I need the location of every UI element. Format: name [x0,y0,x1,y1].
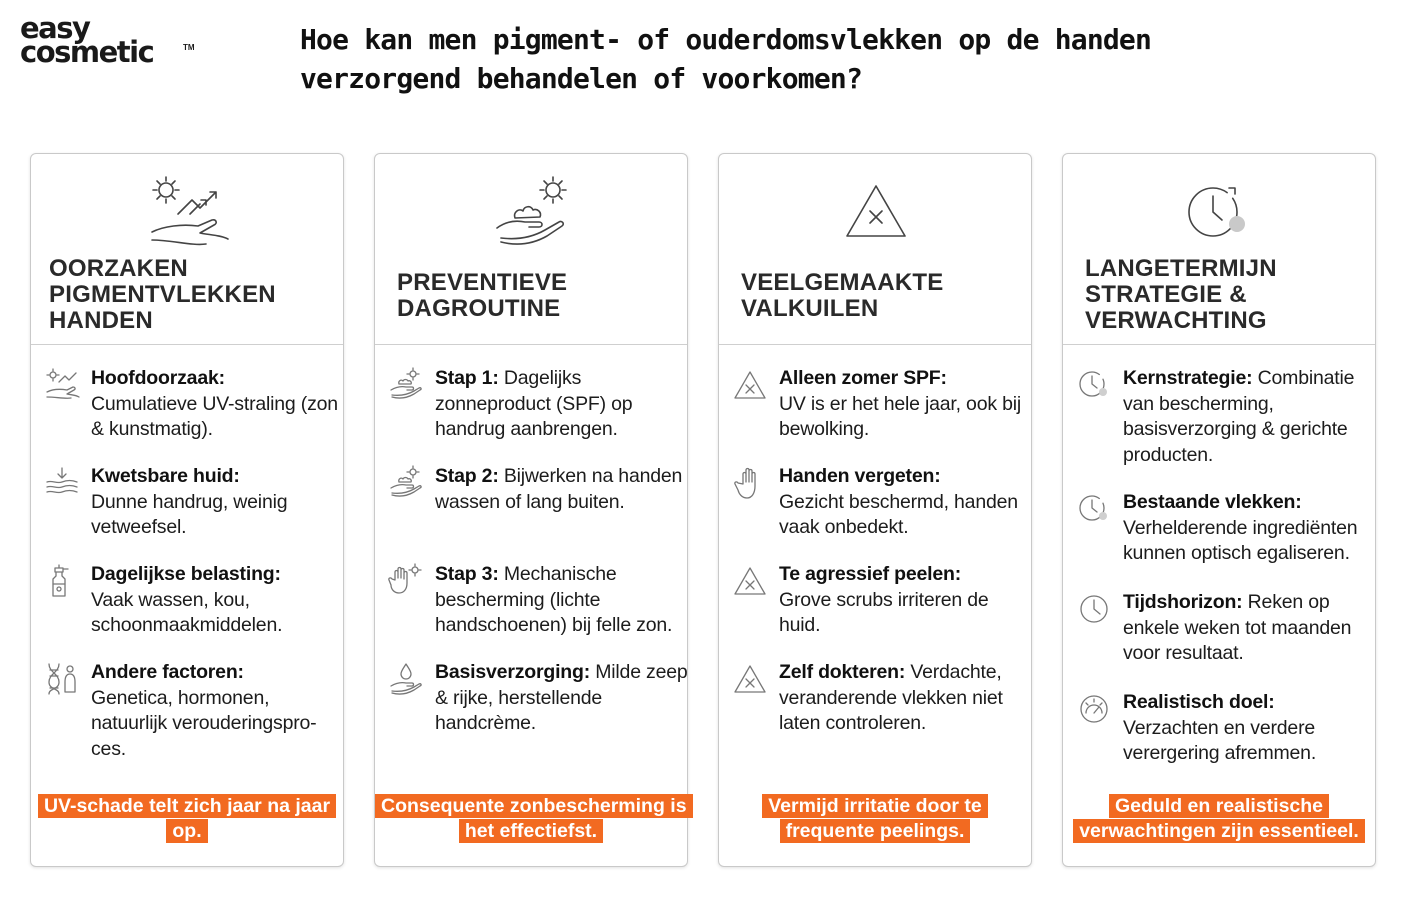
card-strategy [1062,153,1376,867]
divider [375,344,687,345]
warning-x-icon [733,662,767,696]
column-heading: OORZAKEN PIGMENTVLEKKEN HANDEN [49,255,276,334]
item-label: Handen vergeten: [779,465,941,487]
hand-icon [733,466,767,500]
cream-hand-icon [389,368,423,402]
item-text: Gezicht beschermd, handen vaak onbedekt. [779,490,1018,538]
gauge-icon [1077,692,1111,726]
item-text: Grove scrubs irriteren de huid. [779,588,989,636]
card-causes [30,153,344,867]
item-text: Bijwerken na handen wassen of lang buiten. [435,465,683,513]
soap-bottle-icon [45,564,79,598]
warning-x-icon [733,564,767,598]
item-text: Dagelijks zonneproduct (SPF) op handrug aanbrengen. [435,367,633,440]
divider [1063,344,1375,345]
glove-sun-icon [389,564,423,598]
item-text: Reken op enkele weken tot maanden voor resultaat. [1123,591,1352,664]
callout-text: Consequente zonbescherming is het effectiefst. [375,794,693,843]
callout [719,794,1031,844]
card-routine [374,153,688,867]
callout-text: Vermijd irritatie door te frequente peelings. [762,794,987,843]
logo-line-1: easy [20,11,90,45]
item-text: Genetica, hormonen, natuurlijk verouderingspro-ces. [91,686,317,760]
clock-icon [1077,592,1111,626]
drop-hand-icon [389,662,423,696]
item-label: Basisverzorging: [435,661,591,683]
item-label: Andere factoren: [91,661,244,683]
skin-layers-icon [45,466,79,500]
item-text: Vaak wassen, kou, schoonmaakmiddelen. [91,588,283,636]
warning-x-icon [843,182,909,242]
item-label: Realistisch doel: [1123,691,1275,713]
item-label: Stap 3: [435,563,499,585]
clock-spot-icon [1183,180,1253,246]
dna-person-icon [45,662,79,696]
item-text: Mechanische bescherming (lichte handschoenen) bij felle zon. [435,563,673,636]
brand-logo [20,11,195,70]
divider [31,344,343,345]
item-text: Verdachte, veranderende vlekken niet laten controleren. [779,661,1003,734]
item-label: Bestaande vlekken: [1123,491,1302,513]
page-title: Hoe kan men pigment- of ouderdomsvlekken op de handen verzorgend behandelen of voorkomen? [300,23,1152,95]
item-text: Verhelderende ingrediënten kunnen optisch egaliseren. [1123,516,1358,564]
item-text: Dunne handrug, weinig vetweefsel. [91,490,288,538]
logo-line-2: cosmetic [20,35,154,69]
clock-spot-icon [1077,368,1111,402]
item-label: Stap 1: [435,367,499,389]
callout-text: Geduld en realistische verwachtingen zijn essentieel. [1073,794,1365,843]
item-label: Tijdshorizon: [1123,591,1243,613]
column-heading: VEELGEMAAKTE VALKUILEN [741,269,944,322]
item-label: Alleen zomer SPF: [779,367,947,389]
clock-spot-icon [1077,492,1111,526]
logo-trademark: TM [183,43,195,52]
item-label: Kwetsbare huid: [91,465,240,487]
divider [719,344,1031,345]
item-label: Stap 2: [435,465,499,487]
item-label: Zelf dokteren: [779,661,906,683]
callout [31,794,343,844]
item-text: Verzachten en verdere verergering afremmen. [1123,716,1317,764]
cream-hand-icon [389,466,423,500]
item-label: Dagelijkse belasting: [91,563,281,585]
sun-hand-arrows-icon [146,172,236,252]
column-heading: PREVENTIEVE DAGROUTINE [397,269,568,322]
item-text: Cumulatieve UV-straling (zon & kunstmatig). [91,392,338,440]
sun-cream-hand-icon [493,174,577,254]
column-heading: LANGETERMIJN STRATEGIE & VERWACHTING [1085,255,1277,334]
sun-hand-icon [45,368,79,402]
callout-text: UV-schade telt zich jaar na jaar op. [38,794,336,843]
item-label: Te agressief peelen: [779,563,962,585]
item-text: Combinatie van bescherming, basisverzorging & gerichte producten. [1123,367,1355,466]
item-label: Kernstrategie: [1123,367,1253,389]
card-pitfalls [718,153,1032,867]
callout [375,794,687,844]
item-label: Hoofdoorzaak: [91,367,225,389]
callout [1063,794,1375,844]
warning-x-icon [733,368,767,402]
item-text: UV is er het hele jaar, ook bij bewolking. [779,392,1022,440]
item-text: Milde zeep & rijke, herstellende handcrème. [435,661,688,734]
